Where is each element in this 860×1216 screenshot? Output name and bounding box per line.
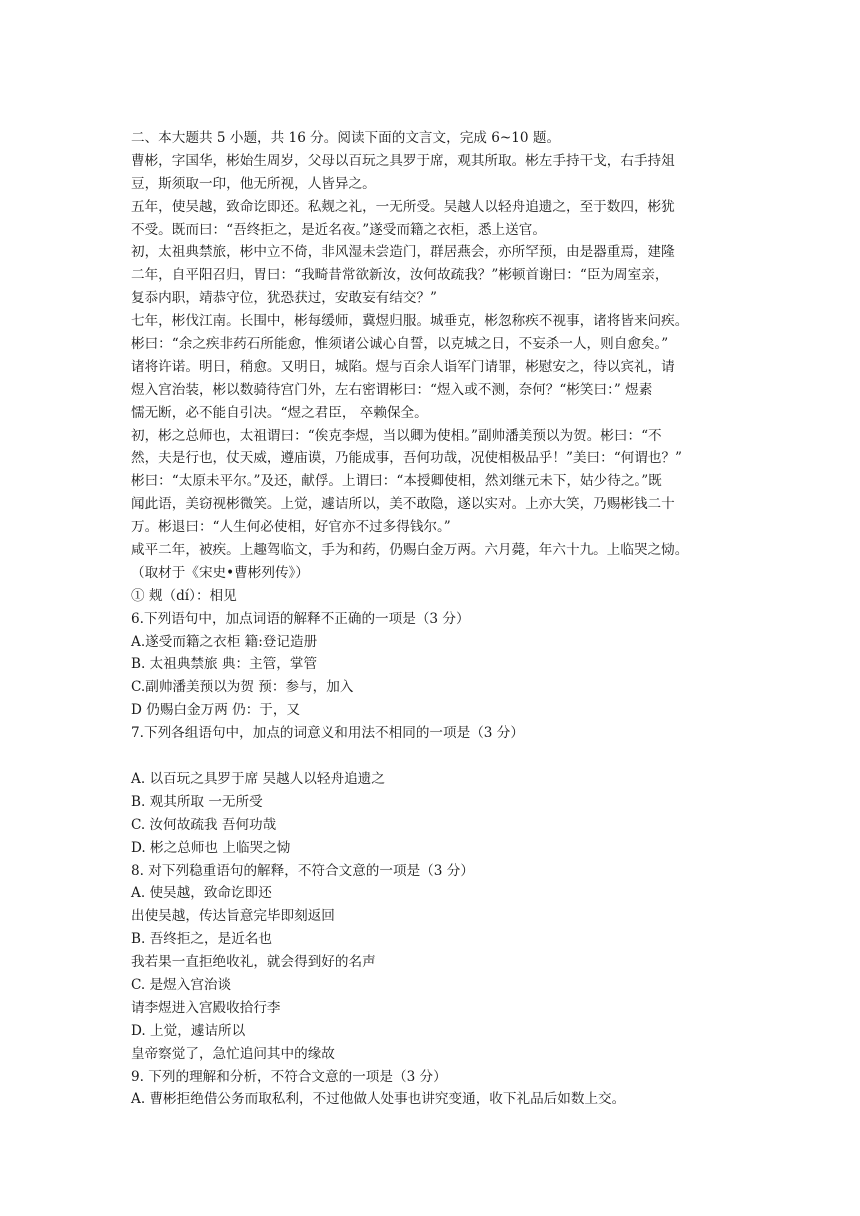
question-7-option-c: C. 汝何故疏我 吾何功哉	[131, 816, 277, 833]
question-8-option-c-explanation: 请李煜进入宫殿收拾行李	[131, 999, 281, 1016]
blank-line	[131, 745, 731, 768]
question-7-option-d: D. 彬之总师也 上临哭之恸	[131, 839, 291, 856]
passage-line: 然，夫是行也，仗天威，遵庙谟，乃能成事，吾何功哉，况使相极品乎！”美曰：“何谓也？”	[131, 450, 683, 467]
passage-line: 曹彬，字国华，彬始生周岁，父母以百玩之具罗于席，观其所取。彬左手持干戈，右手持俎	[131, 152, 675, 169]
passage-line: 复忝内职，靖恭守位，犹恐获过，安敢妄有结交？”	[131, 290, 438, 307]
question-8-option-c: C. 是煜入宫治谈	[131, 976, 232, 993]
question-8-option-b-explanation: 我若果一直拒绝收礼，就会得到好的名声	[131, 954, 376, 971]
question-9-option-a: A. 曹彬拒绝借公务而取私利，不过他做人处事也讲究变通，收下礼品后如数上交。	[131, 1091, 626, 1108]
question-8-option-d-explanation: 皇帝察觉了，急忙追问其中的缘故	[131, 1045, 335, 1062]
passage-line: 诸将许诺。明日，稍愈。又明日，城陷。煜与百余人诣军门请罪，彬慰安之，待以宾礼，请	[131, 358, 675, 375]
passage-line: 豆，斯须取一印，他无所视，人皆异之。	[131, 175, 376, 192]
passage-line: 懦无断，必不能自引决。“煜之君臣， 卒赖保全。	[131, 404, 428, 421]
question-6-option-a: A.遂受而籍之衣柜 籍:登记造册	[131, 633, 318, 650]
passage-line: 初，太祖典禁旅，彬中立不倚，非风湿未尝造门，群居燕会，亦所罕预，由是器重焉，建隆	[131, 244, 675, 261]
passage-line: 五年，使吴越，致命讫即还。私觌之礼，一无所受。吴越人以轻舟追遗之，至于数四，彬犹	[131, 198, 675, 215]
passage-line: 闻此语，美窃视彬微笑。上觉，遽诘所以，美不敢隐，遂以实对。上亦大笑，乃赐彬钱二十	[131, 496, 675, 513]
question-6-option-b: B. 太祖典禁旅 典：主管，掌管	[131, 656, 318, 673]
question-8-option-b: B. 吾终拒之，是近名也	[131, 931, 272, 948]
footnote: ① 觌（dí）：相见	[131, 587, 237, 604]
passage-line: 煜入宫治装，彬以数骑待宫门外，左右密谓彬曰：“煜入或不测，奈何？“彬笑曰：” 煜素	[131, 381, 653, 398]
question-6-stem: 6.下列语句中，加点词语的解释不正确的一项是（3 分）	[131, 610, 470, 627]
passage-line: 不受。既而曰：“吾终拒之，是近名夜。”遂受而籍之衣柜，悉上送官。	[131, 221, 546, 238]
passage-line: 彬曰：“太原未平尔。”及还，献俘。上谓曰：“本授卿使相，然刘继元未下，姑少待之。”既	[131, 473, 662, 490]
source-citation: （取材于《宋史•曹彬列传》）	[131, 564, 309, 581]
passage-line: 万。彬退曰：“人生何必使相，好官亦不过多得钱尔。”	[131, 519, 451, 536]
passage-line: 七年，彬伐江南。长围中，彬每缓师，冀煜归服。城垂克，彬忽称疾不视事，诸将皆来问疾。	[131, 313, 689, 330]
question-7-option-a: A. 以百玩之具罗于席 吴越人以轻舟追遗之	[131, 770, 385, 787]
question-8-stem: 8. 对下列稳重语句的解释，不符合文意的一项是（3 分）	[131, 862, 474, 879]
question-6-option-d: D 仍赐白金万两 仍：于，又	[131, 702, 301, 719]
question-8-option-d: D. 上觉，遽诘所以	[131, 1022, 246, 1039]
question-7-option-b: B. 观其所取 一无所受	[131, 793, 263, 810]
question-8-option-a-explanation: 出使吴越，传达旨意完毕即刻返回	[131, 908, 335, 925]
passage-line: 二年，自平阳召归，胃曰：“我畸昔常欲新汝，汝何故疏我？”彬顿首谢曰：“臣为周室亲，	[131, 267, 669, 284]
section-heading: 二、本大题共 5 小题，共 16 分。阅读下面的文言文，完成 6~10 题。	[131, 130, 561, 146]
passage-line: 彬曰：“余之疾非药石所能愈，惟须诸公诚心自誓，以克城之日，不妄杀一人，则自愈矣。”	[131, 336, 669, 353]
question-9-stem: 9. 下列的理解和分析，不符合文意的一项是（3 分）	[131, 1068, 447, 1085]
question-8-option-a: A. 使吴越，致命讫即还	[131, 885, 272, 902]
passage-line: 初，彬之总师也，太祖谓曰：“俟克李煜，当以卿为使相。”副帅潘美预以为贺。彬曰：“不	[131, 427, 662, 444]
question-6-option-c: C.副帅潘美预以为贺 预：参与，加入	[131, 679, 354, 696]
passage-line: 咸平二年，被疾。上趣驾临文，手为和药，仍赐白金万两。六月薨，年六十九。上临哭之恸。	[131, 542, 689, 559]
question-7-stem: 7.下列各组语句中，加点的词意义和用法不相同的一项是（3 分）	[131, 725, 524, 742]
document-body	[131, 127, 731, 1111]
